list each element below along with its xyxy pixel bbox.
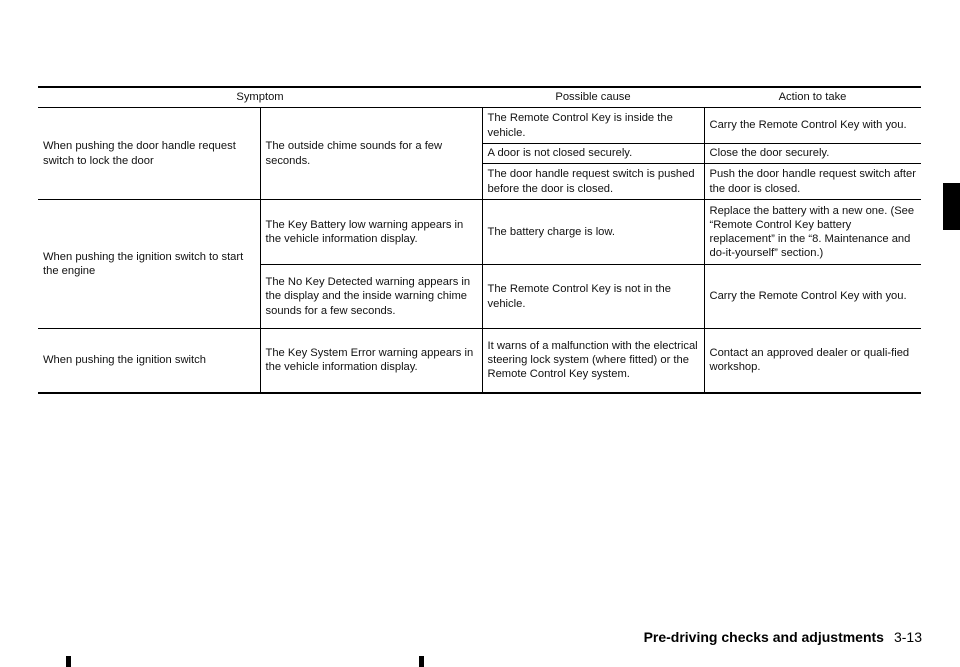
warning-troubleshooting-table	[38, 86, 921, 394]
action-cell: Replace the battery with a new one. (See “Remote Control Key battery replacement” in the “8. Maintenance and do-it-yourself” section.)	[704, 200, 921, 265]
table-row	[38, 108, 921, 144]
action-cell: Carry the Remote Control Key with you.	[704, 265, 921, 329]
symptom-cell: The Key System Error warning appears in the vehicle information display.	[260, 329, 482, 393]
condition-cell: When pushing the ignition switch to start the engine	[38, 200, 260, 329]
cause-cell: The door handle request switch is pushed before the door is closed.	[482, 164, 704, 200]
action-cell: Push the door handle request switch after the door is closed.	[704, 164, 921, 200]
action-cell: Carry the Remote Control Key with you.	[704, 108, 921, 144]
cause-cell: The battery charge is low.	[482, 200, 704, 265]
symptom-cell: The No Key Detected warning appears in the display and the inside warning chime sounds for a few seconds.	[260, 265, 482, 329]
symptom-cell: The outside chime sounds for a few seconds.	[260, 108, 482, 200]
footer-page-number: 3-13	[893, 629, 922, 645]
action-cell: Contact an approved dealer or quali-fied workshop.	[704, 329, 921, 393]
cause-cell: It warns of a malfunction with the electrical steering lock system (where fitted) or the Remote Control Key system.	[482, 329, 704, 393]
header-symptom: Symptom	[38, 87, 482, 108]
section-thumb-tab	[943, 183, 960, 230]
cause-cell: The Remote Control Key is not in the vehicle.	[482, 265, 704, 329]
cause-cell: The Remote Control Key is inside the vehicle.	[482, 108, 704, 144]
header-possible-cause: Possible cause	[482, 87, 704, 108]
table-header-row	[38, 87, 921, 108]
crop-mark	[66, 656, 71, 667]
condition-cell: When pushing the ignition switch	[38, 329, 260, 393]
condition-cell: When pushing the door handle request switch to lock the door	[38, 108, 260, 200]
footer-section-title: Pre-driving checks and adjustments	[643, 629, 884, 645]
symptom-cell: The Key Battery low warning appears in the vehicle information display.	[260, 200, 482, 265]
table-row	[38, 200, 921, 265]
page-footer	[644, 629, 922, 645]
cause-cell: A door is not closed securely.	[482, 144, 704, 164]
action-cell: Close the door securely.	[704, 144, 921, 164]
header-action-to-take: Action to take	[704, 87, 921, 108]
crop-mark	[419, 656, 424, 667]
table-row	[38, 329, 921, 393]
